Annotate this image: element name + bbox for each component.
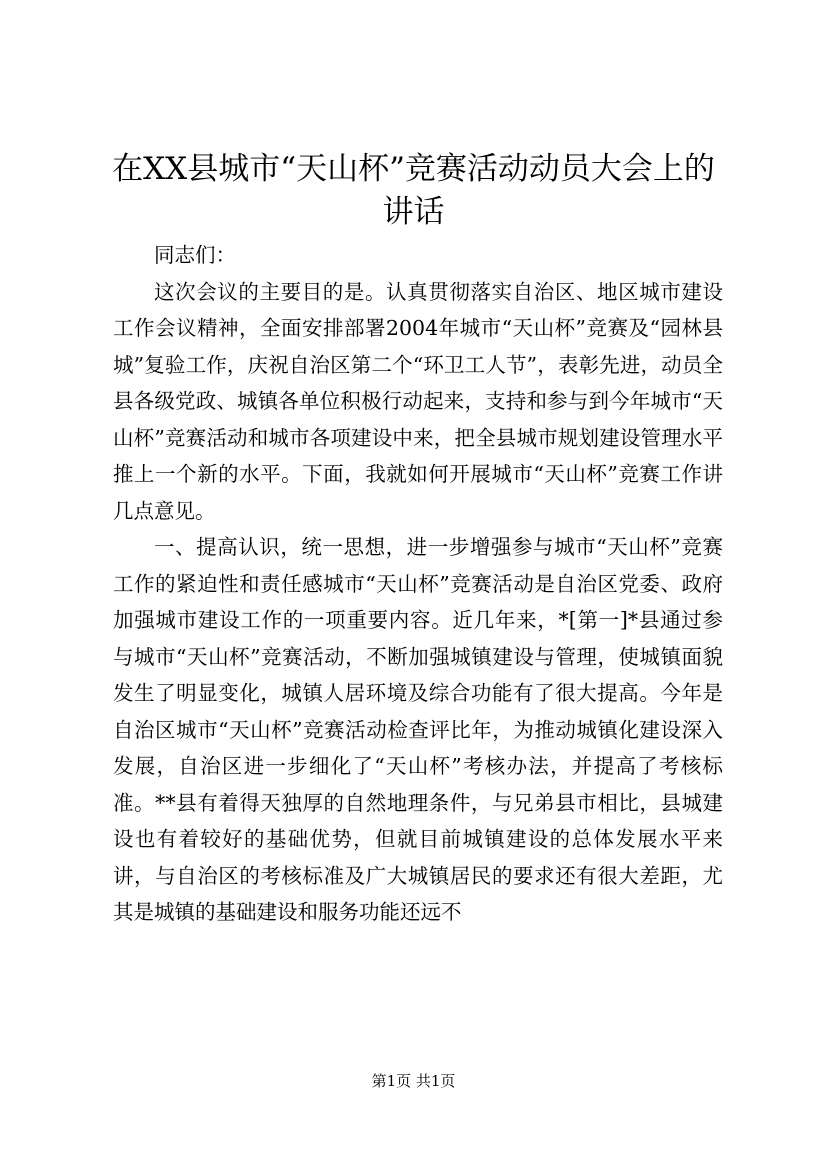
salutation-paragraph: 同志们：: [154, 243, 236, 267]
page-footer: [0, 1071, 827, 1091]
intro-paragraph: 这次会议的主要目的是。认真贯彻落实自治区、地区城市建设工作会议精神，全面安排部署2004年城市“天山杯”竞赛及“园林县城”复验工作，庆祝自治区第二个“环卫工人节”，表彰先进，动员全县各级党政、城镇各单位积极行动起来，支持和参与到今年城市“天山杯”竞赛活动和城市各项建设中来，把全县城市规划建设管理水平推上一个新的水平。下面，我就如何开展城市“天山杯”竞赛工作讲几点意见。: [113, 279, 723, 523]
document-title: 在XX县城市“天山杯”竞赛活动动员大会上的讲话: [112, 151, 715, 230]
page-total: 共1页: [415, 1072, 456, 1090]
document-body: [113, 237, 723, 931]
section-one-paragraph: 一、提高认识，统一思想，进一步增强参与城市“天山杯”竞赛工作的紧迫性和责任感城市“天山杯”竞赛活动是自治区党委、政府加强城市建设工作的一项重要内容。近几年来，*[第一]*县通过参与城市“天山杯”竞赛活动，不断加强城镇建设与管理，使城镇面貌发生了明显变化，城镇人居环境及综合功能有了很大提高。今年是自治区城市“天山杯”竞赛活动检查评比年，为推动城镇化建设深入发展，自治区进一步细化了“天山杯”考核办法，并提高了考核标准。**县有着得天独厚的自然地理条件，与兄弟县市相比，县城建设也有着较好的基础优势，但就目前城镇建设的总体发展水平来讲，与自治区的考核标准及广大城镇居民的要求还有很大差距，尤其是城镇的基础建设和服务功能还远不: [113, 535, 723, 924]
page-number: 第1页: [371, 1072, 412, 1090]
